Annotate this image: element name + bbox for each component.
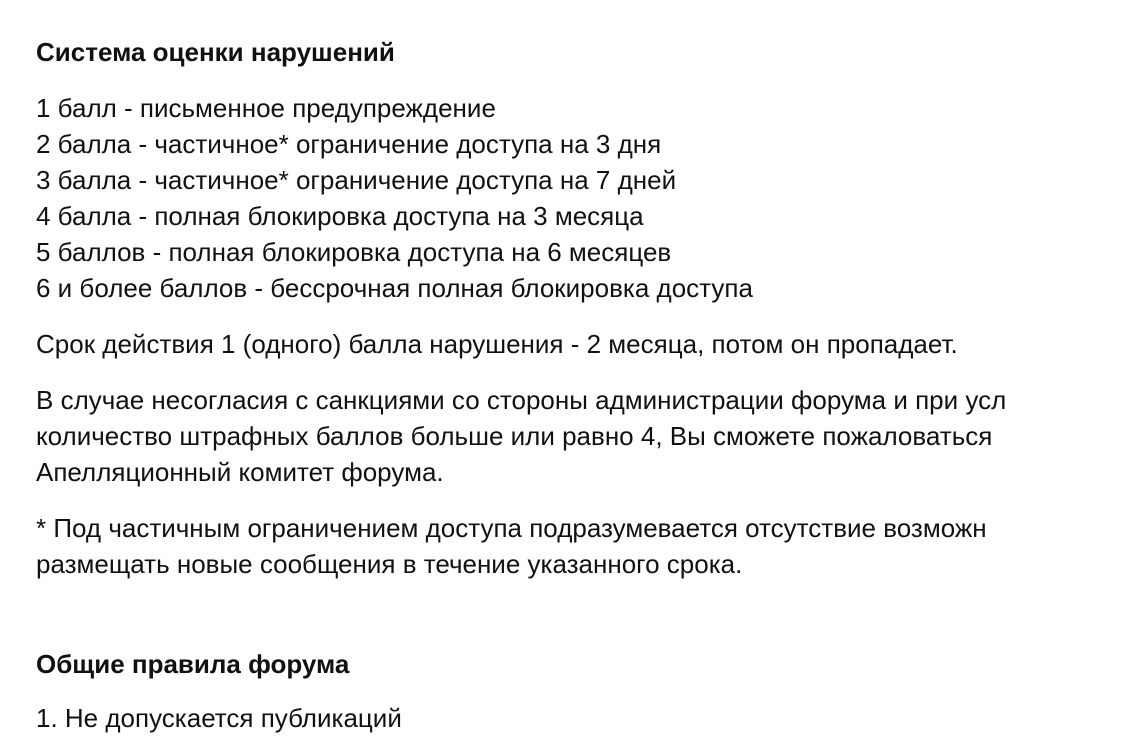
forum-rules-list [36,700,402,736]
forum-rules-heading: Общие правила форума [36,649,350,679]
penalty-system-heading: Система оценки нарушений [36,37,395,67]
appeal-line-1: В случае несогласия с санкциями со стороны администрации форума и при усл [36,385,1007,415]
footnote-line-2: размещать новые сообщения в течение указанного срока. [36,549,743,579]
point-validity-paragraph [36,326,958,362]
footnote-paragraph [36,510,987,582]
penalty-level-4: 4 балла - полная блокировка доступа на 3 месяца [36,201,644,231]
penalty-level-2: 2 балла - частичное* ограничение доступа на 3 дня [36,129,662,159]
penalty-level-3: 3 балла - частичное* ограничение доступа на 7 дней [36,165,677,195]
penalty-level-1: 1 балл - письменное предупреждение [36,93,496,123]
forum-rule-item-1: 1. Не допускается публикаций [36,703,402,733]
penalty-levels-list [36,90,753,306]
appeal-line-3: Апелляционный комитет форума. [36,457,444,487]
appeal-line-2: количество штрафных баллов больше или равно 4, Вы сможете пожаловаться [36,421,993,451]
penalty-level-5: 5 баллов - полная блокировка доступа на 6 месяцев [36,237,672,267]
point-validity-text: Срок действия 1 (одного) балла нарушения - 2 месяца, потом он пропадает. [36,329,958,359]
footnote-line-1: * Под частичным ограничением доступа подразумевается отсутствие возможн [36,513,987,543]
appeal-paragraph [36,382,1006,490]
penalty-level-6: 6 и более баллов - бессрочная полная блокировка доступа [36,273,753,303]
